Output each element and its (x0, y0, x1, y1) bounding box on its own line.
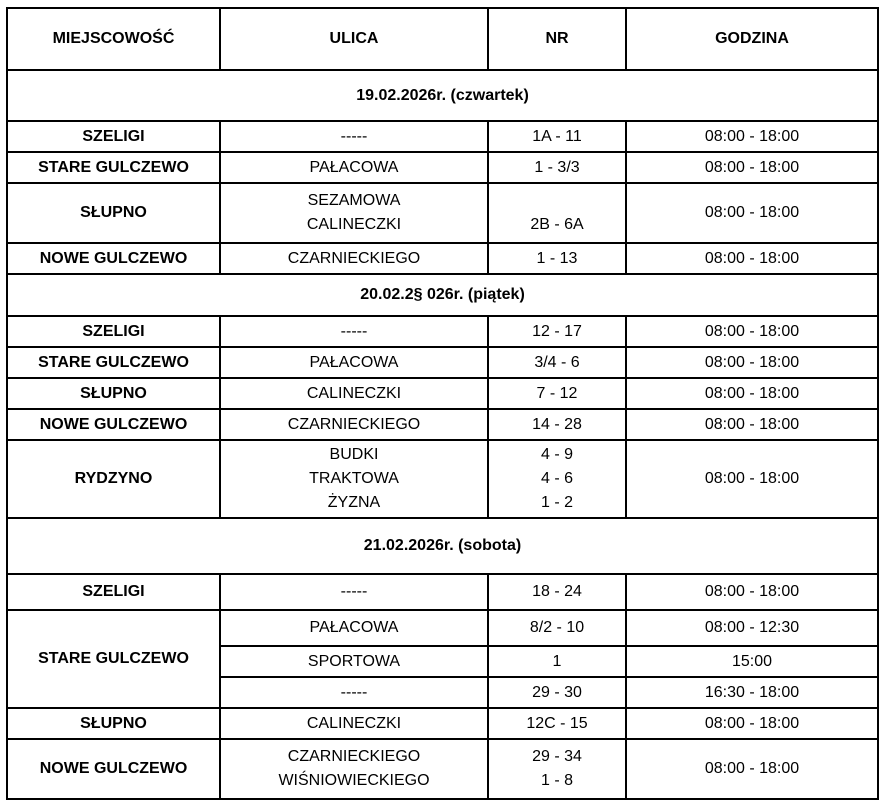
cell-time: 08:00 - 18:00 (626, 316, 878, 347)
cell-street (220, 440, 488, 518)
cell-number: 1 (488, 646, 626, 677)
table-row (7, 243, 878, 274)
cell-number: 18 - 24 (488, 574, 626, 610)
cell-number: 1 - 13 (488, 243, 626, 274)
number-line: 4 - 6 (540, 470, 573, 487)
cell-street: SPORTOWA (220, 646, 488, 677)
cell-location: NOWE GULCZEWO (7, 409, 220, 440)
cell-time: 08:00 - 18:00 (626, 739, 878, 799)
date-heading: 19.02.2026r. (czwartek) (7, 70, 878, 121)
street-line: ŻYZNA (327, 494, 381, 511)
date-heading: 20.02.2§ 026r. (piątek) (7, 274, 878, 316)
table-row (7, 183, 878, 243)
street-line: BUDKI (329, 446, 379, 463)
cell-number: 8/2 - 10 (488, 610, 626, 646)
cell-time: 08:00 - 18:00 (626, 347, 878, 378)
cell-location: SŁUPNO (7, 378, 220, 409)
table-row (7, 739, 878, 799)
table-row (7, 574, 878, 610)
cell-time: 16:30 - 18:00 (626, 677, 878, 708)
cell-street: PAŁACOWA (220, 152, 488, 183)
header-ulica: ULICA (220, 8, 488, 70)
date-heading: 21.02.2026r. (sobota) (7, 518, 878, 574)
date-row (7, 70, 878, 121)
cell-street: ----- (220, 677, 488, 708)
cell-location: SZELIGI (7, 316, 220, 347)
cell-location: STARE GULCZEWO (7, 610, 220, 708)
cell-street: CZARNIECKIEGO (220, 409, 488, 440)
cell-time: 08:00 - 18:00 (626, 574, 878, 610)
cell-street: CALINECZKI (220, 378, 488, 409)
cell-street: ----- (220, 121, 488, 152)
cell-location: SŁUPNO (7, 183, 220, 243)
cell-street: CALINECZKI (220, 708, 488, 739)
cell-location: SZELIGI (7, 574, 220, 610)
table-row (7, 378, 878, 409)
cell-time: 08:00 - 18:00 (626, 708, 878, 739)
number-line: 1 - 2 (540, 494, 573, 511)
date-row (7, 274, 878, 316)
table-row (7, 610, 878, 646)
cell-number: 1 - 3/3 (488, 152, 626, 183)
cell-time: 08:00 - 18:00 (626, 121, 878, 152)
cell-street (220, 183, 488, 243)
cell-street (220, 739, 488, 799)
table-row (7, 316, 878, 347)
table-row (7, 409, 878, 440)
cell-street: CZARNIECKIEGO (220, 243, 488, 274)
cell-location: NOWE GULCZEWO (7, 243, 220, 274)
cell-number: 1A - 11 (488, 121, 626, 152)
cell-street: PAŁACOWA (220, 347, 488, 378)
table-row (7, 347, 878, 378)
header-godzina: GODZINA (626, 8, 878, 70)
cell-number: 7 - 12 (488, 378, 626, 409)
cell-time: 08:00 - 18:00 (626, 440, 878, 518)
number-line: 2B - 6A (530, 216, 584, 233)
table-row (7, 440, 878, 518)
number-line: 1 - 8 (540, 772, 573, 789)
cell-street: PAŁACOWA (220, 610, 488, 646)
street-line: TRAKTOWA (309, 470, 399, 487)
header-nr: NR (488, 8, 626, 70)
street-line: SEZAMOWA (307, 192, 401, 209)
cell-street: ----- (220, 574, 488, 610)
cell-time: 08:00 - 18:00 (626, 378, 878, 409)
cell-number: 3/4 - 6 (488, 347, 626, 378)
cell-number (488, 440, 626, 518)
cell-location: RYDZYNO (7, 440, 220, 518)
cell-time: 08:00 - 18:00 (626, 152, 878, 183)
cell-time: 08:00 - 18:00 (626, 183, 878, 243)
cell-time: 08:00 - 18:00 (626, 409, 878, 440)
header-row (7, 8, 878, 70)
cell-location: STARE GULCZEWO (7, 347, 220, 378)
number-line: 4 - 9 (540, 446, 573, 463)
cell-number: 14 - 28 (488, 409, 626, 440)
street-line: WIŚNIOWIECKIEGO (278, 772, 430, 789)
schedule-table (6, 7, 879, 800)
table-row (7, 708, 878, 739)
cell-number (488, 739, 626, 799)
table-row (7, 152, 878, 183)
cell-number: 29 - 30 (488, 677, 626, 708)
table-row (7, 121, 878, 152)
cell-number (488, 183, 626, 243)
street-line: CALINECZKI (306, 216, 402, 233)
cell-location: STARE GULCZEWO (7, 152, 220, 183)
cell-location: SŁUPNO (7, 708, 220, 739)
street-line: CZARNIECKIEGO (287, 748, 421, 765)
date-row (7, 518, 878, 574)
cell-time: 08:00 - 18:00 (626, 243, 878, 274)
cell-location: NOWE GULCZEWO (7, 739, 220, 799)
cell-street: ----- (220, 316, 488, 347)
cell-location: SZELIGI (7, 121, 220, 152)
cell-time: 08:00 - 12:30 (626, 610, 878, 646)
cell-number: 12C - 15 (488, 708, 626, 739)
header-miejscowosc: MIEJSCOWOŚĆ (7, 8, 220, 70)
cell-time: 15:00 (626, 646, 878, 677)
number-line: 29 - 34 (532, 748, 582, 765)
cell-number: 12 - 17 (488, 316, 626, 347)
